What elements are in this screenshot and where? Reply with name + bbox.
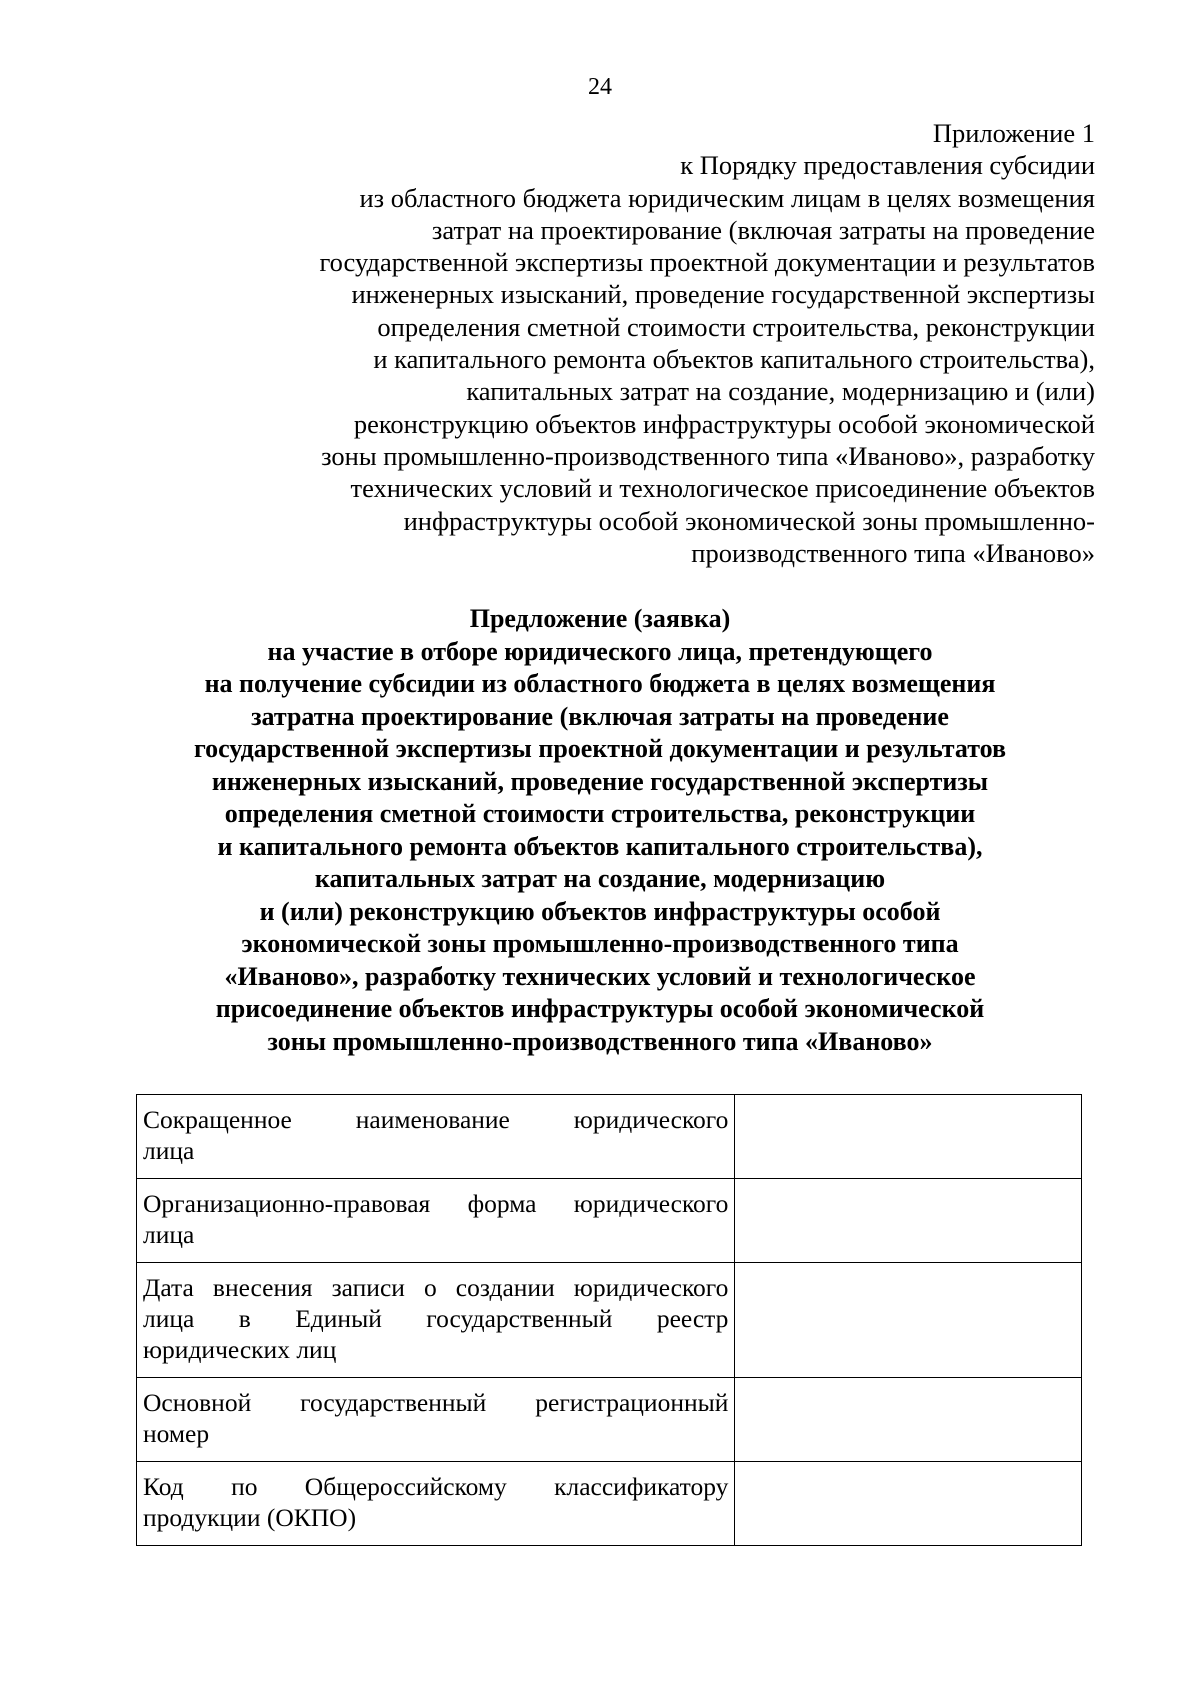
row-label-short-name (137, 1095, 735, 1179)
title-line: государственной экспертизы проектной документации и результатов (193, 734, 1007, 763)
appendix-header (195, 117, 1095, 569)
appendix-line: инженерных изысканий, проведение государственной экспертизы (351, 279, 1095, 310)
label-line: лица в Единый государственный реестр (143, 1304, 729, 1333)
value-cell-ogrn[interactable] (735, 1378, 1082, 1462)
value-cell-legal-form[interactable] (735, 1179, 1082, 1263)
row-label-ogrn (137, 1378, 735, 1462)
title-line: присоединение объектов инфраструктуры особой экономической (215, 994, 985, 1023)
appendix-line: зоны промышленно-производственного типа «Иваново», разработку (321, 440, 1095, 471)
label-line: Сокращенное наименование юридического (143, 1105, 729, 1134)
title-line: на получение субсидии из областного бюджета в целях возмещения (204, 669, 996, 698)
title-line: «Иваново», разработку технических условий и технологическое (224, 961, 976, 991)
label-line: Код по Общероссийскому классификатору (143, 1472, 729, 1501)
title-line: и (или) реконструкцию объектов инфраструктуры особой (259, 896, 941, 926)
document-title (0, 603, 1200, 1058)
title-line: капитальных затрат на создание, модернизацию (314, 864, 886, 893)
appendix-line: капитальных затрат на создание, модернизацию и (или) (466, 376, 1095, 407)
label-line: Организационно-правовая форма юридического (143, 1189, 729, 1218)
page-number: 24 (588, 74, 612, 100)
appendix-line: затрат на проектирование (включая затраты на проведение (431, 214, 1095, 245)
row-label-okpo (137, 1462, 735, 1546)
label-line: номер (143, 1419, 210, 1448)
appendix-line: определения сметной стоимости строительства, реконструкции (377, 311, 1095, 342)
label-line: Основной государственный регистрационный (143, 1388, 729, 1417)
title-line: зоны промышленно-производственного типа «Иваново» (267, 1026, 933, 1056)
label-line: продукции (ОКПО) (143, 1503, 357, 1532)
table-row (137, 1263, 1082, 1378)
appendix-line: инфраструктуры особой экономической зоны промышленно- (403, 505, 1095, 536)
value-cell-short-name[interactable] (735, 1095, 1082, 1179)
title-line: на участие в отборе юридического лица, претендующего (267, 636, 933, 666)
appendix-line: из областного бюджета юридическим лицам в целях возмещения (359, 182, 1095, 213)
appendix-line: государственной экспертизы проектной документации и результатов (319, 247, 1095, 278)
label-line: лица (143, 1136, 195, 1165)
label-line: юридических лиц (143, 1335, 337, 1364)
appendix-line: Приложение 1 (932, 118, 1095, 148)
row-label-legal-form (137, 1179, 735, 1263)
appendix-line: производственного типа «Иваново» (691, 537, 1095, 568)
label-line: Дата внесения записи о создании юридического (143, 1273, 729, 1302)
value-cell-registration-date[interactable] (735, 1263, 1082, 1378)
title-line: и капитального ремонта объектов капитального строительства), (217, 831, 983, 861)
table-row (137, 1179, 1082, 1263)
table-row (137, 1462, 1082, 1546)
appendix-line: реконструкцию объектов инфраструктуры особой экономической (353, 408, 1095, 439)
label-line: лица (143, 1220, 195, 1249)
title-line: затратна проектирование (включая затраты на проведение (251, 701, 949, 731)
value-cell-okpo[interactable] (735, 1462, 1082, 1546)
table-row (137, 1095, 1082, 1179)
title-line: инженерных изысканий, проведение государственной экспертизы (211, 766, 989, 796)
title-line: определения сметной стоимости строительства, реконструкции (224, 799, 976, 828)
title-line: экономической зоны промышленно-производственного типа (241, 929, 959, 958)
title-line: Предложение (заявка) (469, 604, 731, 633)
appendix-line: к Порядку предоставления субсидии (680, 150, 1095, 181)
appendix-line: и капитального ремонта объектов капитального строительства), (373, 344, 1095, 375)
application-table (136, 1094, 1082, 1546)
appendix-line: технических условий и технологическое присоединение объектов (350, 473, 1095, 504)
row-label-registration-date (137, 1263, 735, 1378)
table-row (137, 1378, 1082, 1462)
